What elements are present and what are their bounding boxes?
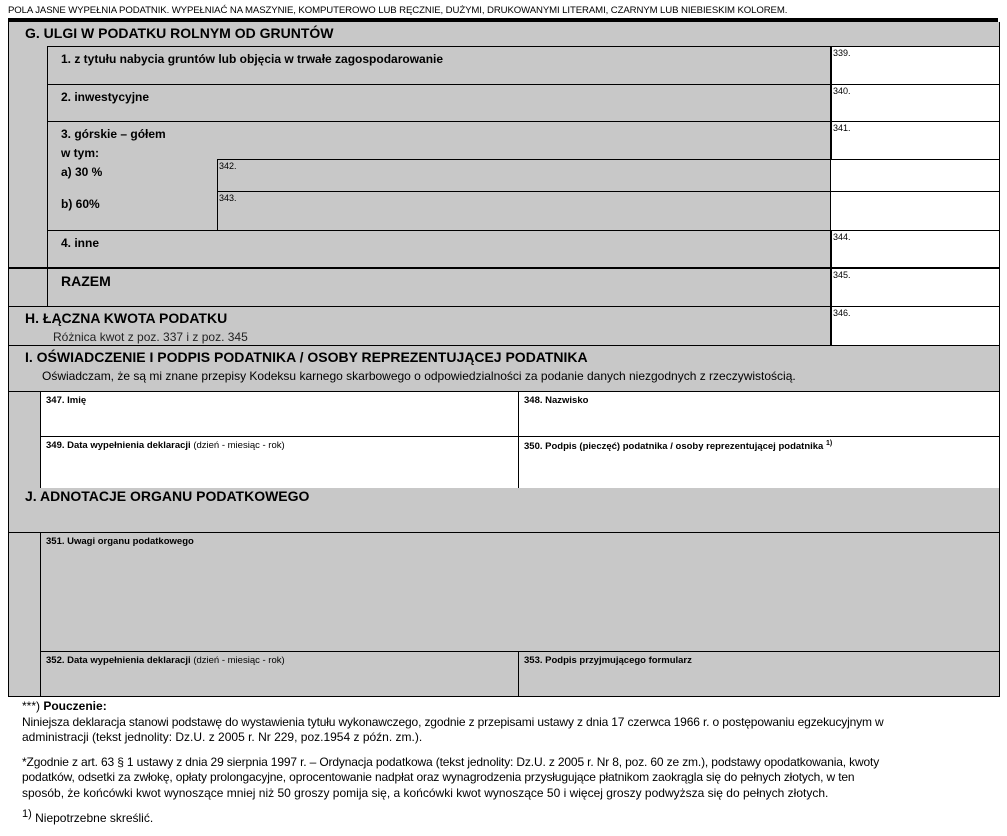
field-349-title: 349. Data wypełnienia deklaracji (46, 440, 191, 451)
field-351-remarks[interactable] (40, 532, 1000, 652)
section-i-statement: Oświadczam, że są mi znane przepisy Kodeksu karnego skarbowego o odpowiedzialności za podanie danych niezgodnych z rzeczywistością. (42, 369, 796, 383)
g-total-label (47, 268, 831, 307)
pouczenie-line-1: Niniejsza deklaracja stanowi podstawę do wystawienia tytułu wykonawczego, zgodnie z przepisami ustawy z dnia 17 czerwca 1966 r. o postępowaniu egzekucyjnym w (22, 715, 884, 729)
field-350-footnote-ref: 1) (825, 440, 833, 447)
field-342-number: 342. (219, 161, 237, 171)
field-349-hint: (dzień - miesiąc - rok) (193, 440, 285, 451)
field-349-label (46, 440, 285, 451)
section-h-header (8, 306, 831, 346)
art63-line-1: *Zgodnie z art. 63 § 1 ustawy z dnia 29 sierpnia 1997 r. – Ordynacja podatkowa (tekst jednolity: Dz.U. z 2005 r. Nr 8, poz. 60 ze zm.), podstawy opodatkowania, kwoty (22, 755, 880, 769)
field-341-number: 341. (833, 123, 851, 133)
g-row-3a-text: a) 30 % (61, 165, 103, 179)
field-344-number: 344. (833, 232, 851, 242)
section-g-left-margin (8, 46, 48, 268)
field-347-label: 347. Imię (46, 395, 87, 406)
field-351-label: 351. Uwagi organu podatkowego (46, 536, 194, 547)
pouczenie-mark: ***) (22, 699, 44, 713)
field-352-title: 352. Data wypełnienia deklaracji (46, 655, 191, 666)
field-350-signature[interactable] (518, 436, 1000, 489)
footnote-mark: 1) (22, 808, 32, 820)
pouczenie-heading (22, 699, 107, 713)
field-352-date[interactable] (40, 651, 519, 697)
field-343[interactable] (217, 191, 1000, 231)
field-339[interactable] (830, 46, 1000, 85)
field-345[interactable] (830, 268, 1000, 307)
field-344[interactable] (830, 230, 1000, 268)
section-i-title: I. OŚWIADCZENIE I PODPIS PODATNIKA / OSOBY REPREZENTUJĄCEJ PODATNIKA (25, 349, 588, 365)
g-row-3b-text: b) 60% (61, 197, 100, 211)
g-row-4-label (47, 230, 831, 268)
field-347-first-name[interactable] (40, 391, 519, 437)
field-346-number: 346. (833, 308, 851, 318)
g-total-text: RAZEM (61, 273, 111, 289)
footnote (22, 808, 153, 825)
g-row-1-text: 1. z tytułu nabycia gruntów lub objęcia w trwałe zagospodarowanie (61, 52, 444, 66)
section-h-title: H. ŁĄCZNA KWOTA PODATKU (25, 310, 228, 326)
g-row-1-label (47, 46, 831, 85)
field-343-number: 343. (219, 193, 237, 203)
field-349-date[interactable] (40, 436, 519, 489)
field-348-last-name[interactable] (518, 391, 1000, 437)
section-i-header (8, 345, 1000, 392)
g-total-left-margin (8, 268, 48, 307)
section-i-left-margin (8, 391, 41, 489)
field-353-label: 353. Podpis przyjmującego formularz (524, 655, 692, 666)
field-342[interactable] (217, 159, 1000, 192)
section-h-subtitle: Różnica kwot z poz. 337 i z poz. 345 (53, 330, 248, 344)
g-row-2-text: 2. inwestycyjne (61, 90, 150, 104)
section-g-title: G. ULGI W PODATKU ROLNYM OD GRUNTÓW (25, 25, 334, 41)
fill-instruction: POLA JASNE WYPEŁNIA PODATNIK. WYPEŁNIAĆ NA MASZYNIE, KOMPUTEROWO LUB RĘCZNIE, DUŻYMI, DRUKOWANYMI LITERAMI, CZARNYM LUB NIEBIESKIM KOLOREM. (8, 5, 788, 16)
footnote-text: Niepotrzebne skreślić. (35, 811, 154, 825)
g-row-3-text: 3. górskie – gółem (61, 127, 166, 141)
field-345-number: 345. (833, 270, 851, 280)
g-row-3-sub: w tym: (61, 146, 100, 160)
field-352-hint: (dzień - miesiąc - rok) (193, 655, 285, 666)
field-339-number: 339. (833, 48, 851, 58)
field-346[interactable] (830, 306, 1000, 346)
g-row-4-text: 4. inne (61, 236, 100, 250)
art63-line-2: podatków, odsetki za zwłokę, opłaty prolongacyjne, oprocentowanie nadpłat oraz wynagrodzenia przysługujące płatnikom zaokrągla się do pełnych złotych, w ten (22, 770, 855, 784)
field-352-label (46, 655, 285, 666)
g-row-2-label (47, 84, 831, 122)
field-350-label (524, 440, 832, 452)
section-j-title: J. ADNOTACJE ORGANU PODATKOWEGO (25, 488, 310, 504)
art63-line-3: sposób, że końcówki kwot wynoszące mniej niż 50 groszy pomija się, a końcówki kwot wynoszące 50 i więcej groszy podwyższa się do pełnych złotych. (22, 786, 829, 800)
field-340[interactable] (830, 84, 1000, 122)
section-j-left-margin (8, 532, 41, 697)
field-348-label: 348. Nazwisko (524, 395, 589, 406)
pouczenie-title: Pouczenie: (43, 699, 107, 713)
field-340-number: 340. (833, 86, 851, 96)
pouczenie-line-2: administracji (tekst jednolity: Dz.U. z 2005 r. Nr 229, poz.1954 z późn. zm.). (22, 730, 423, 744)
field-353-signature[interactable] (518, 651, 1000, 697)
section-j-header (8, 488, 1000, 533)
field-350-title: 350. Podpis (pieczęć) podatnika / osoby reprezentującej podatnika (524, 441, 824, 453)
section-g-header (8, 22, 1000, 46)
field-341[interactable] (830, 121, 1000, 160)
